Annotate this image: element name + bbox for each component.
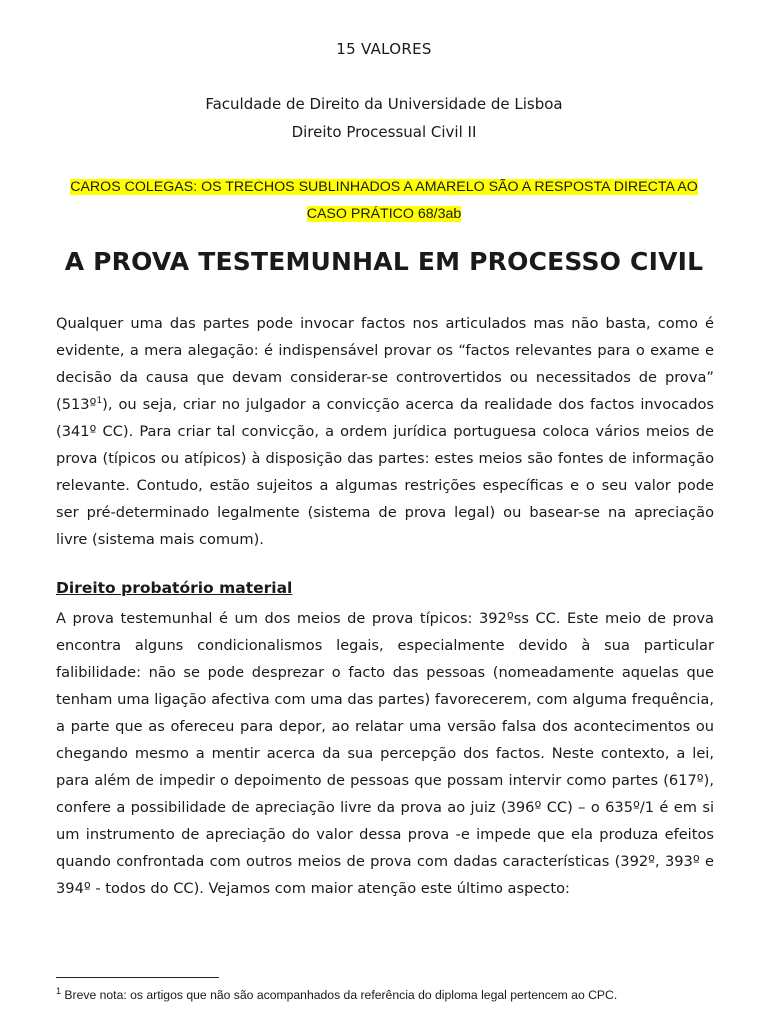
body-paragraph: A prova testemunhal é um dos meios de prova típicos: 392ºss CC. Este meio de prova encontra alguns condicionalismos legais, especialmente devido à sua particular falibilidade: não se pode desprezar o facto das pessoas (nomeadamente aquelas que tenham uma ligação afectiva com uma das partes) favorecerem, com alguma frequência, a parte que as ofereceu para depor, ao relatar uma versão falsa dos acontecimentos ou chegando mesmo a mentir acerca da sua percepção dos factos. Neste contexto, a lei, para além de impedir o depoimento de pessoas que possam intervir como partes (617º), confere a possibilidade de apreciação livre da prova ao juiz (396º CC) – o 635º/1 é em si um instrumento de apreciação do valor dessa prova -e impede que ela produza efeitos quando confrontada com outros meios de prova com dadas características (392º, 393º e 394º - todos do CC). Vejamos com maior atenção este último aspecto: bbox=[56, 610, 714, 897]
section-heading: Direito probatório material bbox=[56, 579, 293, 597]
grade-label: 15 VALORES bbox=[336, 40, 432, 58]
document-title: A PROVA TESTEMUNHAL EM PROCESSO CIVIL bbox=[64, 247, 704, 276]
notice-line-2: CASO PRÁTICO 68/3ab bbox=[306, 206, 462, 222]
footnote bbox=[56, 984, 696, 1006]
intro-paragraph bbox=[56, 310, 714, 553]
course-name: Direito Processual Civil II bbox=[291, 123, 477, 141]
faculty-name: Faculdade de Direito da Universidade de Lisboa bbox=[205, 95, 563, 113]
footnote-reference: 1 bbox=[96, 396, 103, 407]
footnote-marker: 1 bbox=[56, 985, 62, 996]
notice-line-1: CAROS COLEGAS: OS TRECHOS SUBLINHADOS A AMARELO SÃO A RESPOSTA DIRECTA AO bbox=[70, 179, 698, 195]
footnote-divider bbox=[56, 977, 219, 978]
footnote-text: Breve nota: os artigos que não são acompanhados da referência do diploma legal pertencem ao CPC. bbox=[61, 988, 618, 1002]
intro-text-end: ), ou seja, criar no julgador a convicção acerca da realidade dos factos invocados (341º CC). Para criar tal convicção, a ordem jurídica portuguesa coloca vários meios de prova (típicos ou atípicos) à disposição das partes: estes meios são fontes de informação relevante. Contudo, estão sujeitos a algumas restrições específicas e o seu valor pode ser pré-determinado legalmente (sistema de prova legal) ou basear-se na apreciação livre (sistema mais comum). bbox=[56, 396, 714, 548]
highlighted-notice bbox=[0, 174, 768, 228]
intro-text-start: Qualquer uma das partes pode invocar factos nos articulados mas não basta, como é evidente, a mera alegação: é indispensável provar os “factos relevantes para o exame e decisão da causa que devam considerar-se controvertidos ou necessitados de prova” (513º bbox=[56, 315, 714, 413]
